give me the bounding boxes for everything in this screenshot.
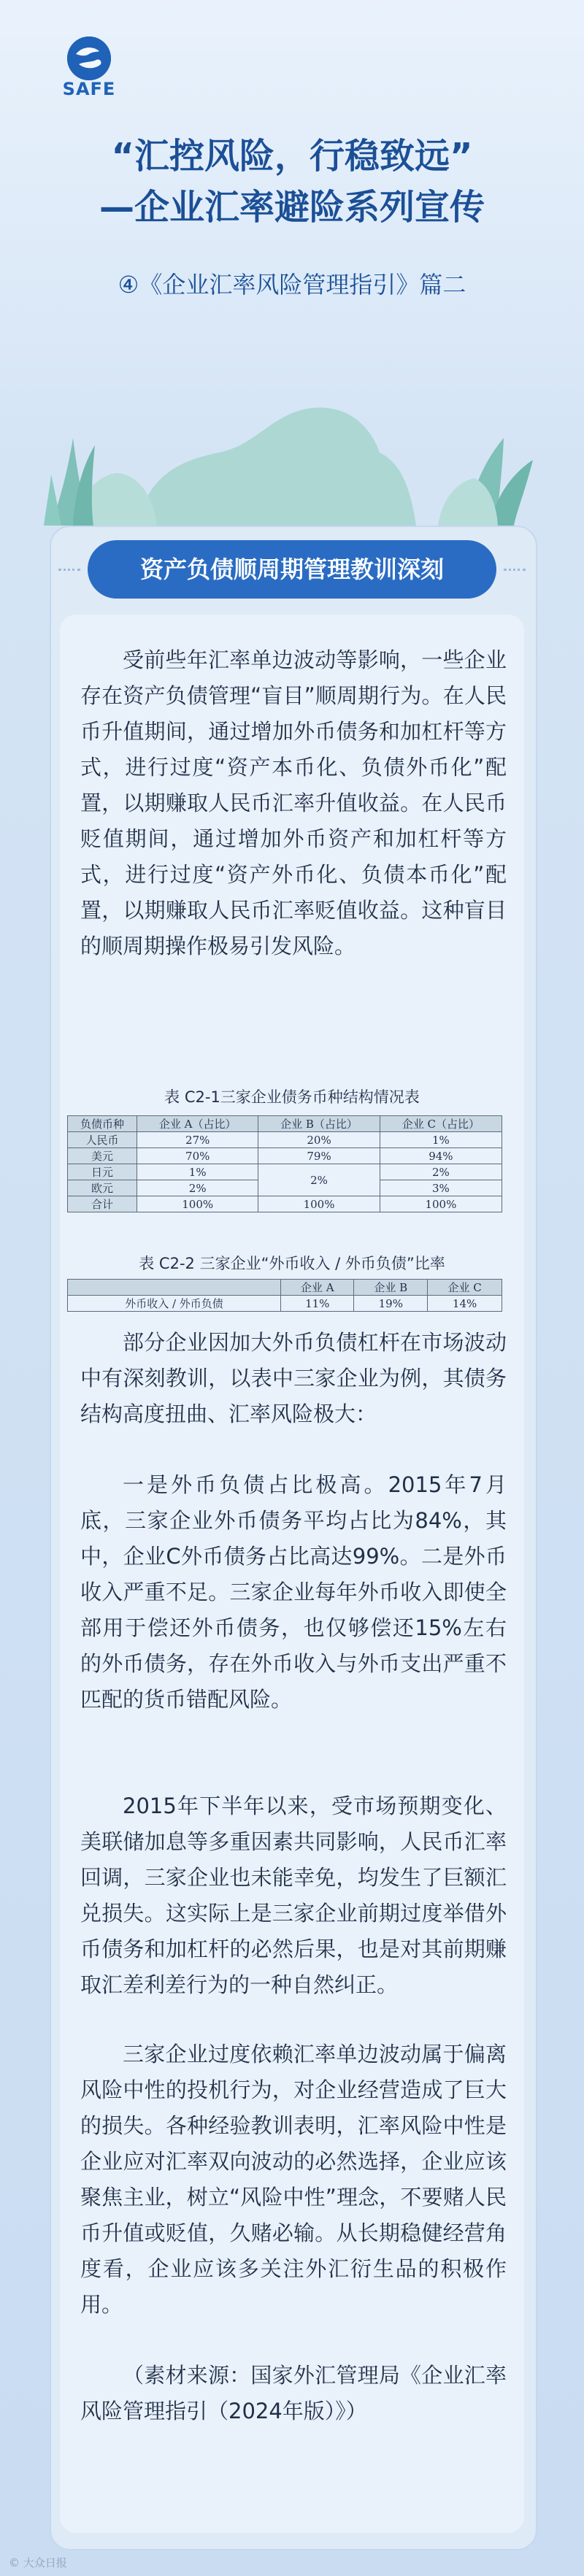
table-cell: 100% (258, 1196, 380, 1212)
table-cell: 79% (258, 1148, 380, 1164)
income-debt-ratio-table (67, 1279, 502, 1312)
table-cell: 19% (354, 1296, 428, 1312)
table-header-cell: 负债币种 (68, 1116, 137, 1132)
paragraph-exchange-loss: 2015年下半年以来，受市场预期变化、美联储加息等多重因素共同影响，人民币汇率回调，三家企业也未能幸免，均发生了巨额汇兑损失。这实际上是三家企业前期过度举借外币债务和加杠杆的必然后果，也是对其前期赚取汇差利差行为的一种自然纠正。 (80, 1793, 507, 1997)
source-note: （素材来源：国家外汇管理局《企业汇率风险管理指引（2024年版）》） (80, 2363, 507, 2423)
table-header-cell (68, 1280, 281, 1296)
table-row (68, 1164, 502, 1180)
globe-icon (67, 36, 111, 80)
table-cell: 20% (258, 1132, 380, 1148)
dotted-divider (58, 569, 80, 575)
table-header-cell: 企业 B (354, 1280, 428, 1296)
plant-decoration-icon (29, 350, 555, 526)
table-cell: 日元 (68, 1164, 137, 1180)
table-cell: 2% (380, 1164, 502, 1180)
table-header-cell: 企业 C（占比） (380, 1116, 502, 1132)
paragraph-debt-structure: 一是外币负债占比极高。2015年7月底，三家企业外币债务平均占比为84%，其中，企业C外币债务占比高达99%。二是外币收入严重不足。三家企业每年外币收入即使全部用于偿还外币债务，也仅够偿还15%左右的外币债务，存在外币收入与外币支出严重不匹配的货币错配风险。 (80, 1472, 507, 1712)
table-cell: 14% (428, 1296, 502, 1312)
safe-logo (58, 36, 120, 98)
table-cell: 外币收入 / 外币负债 (68, 1296, 281, 1312)
campaign-title-line2: —企业汇率避险系列宣传 (99, 187, 485, 228)
table-cell: 1% (137, 1164, 258, 1180)
table2-caption: 表 C2-2 三家企业“外币收入 / 外币负债”比率 (139, 1255, 445, 1272)
paragraph-intro: 受前些年汇率单边波动等影响，一些企业存在资产负债管理“盲目”顺周期行为。在人民币升值期间，通过增加外币债务和加杠杆等方式，进行过度“资产本币化、负债外币化”配置，以期赚取人民币汇率升值收益。在人民币贬值期间，通过增加外币资产和加杠杆等方式，进行过度“资产外币化、负债本币化”配置，以期赚取人民币汇率贬值收益。这种盲目的顺周期操作极易引发风险。 (80, 647, 507, 958)
table-cell: 人民币 (68, 1132, 137, 1148)
logo-text: SAFE (62, 79, 116, 99)
table-cell: 1% (380, 1132, 502, 1148)
campaign-title-line1: “汇控风险，行稳致远” (111, 136, 473, 177)
table-cell: 100% (137, 1196, 258, 1212)
table-header-cell: 企业 A（占比） (137, 1116, 258, 1132)
table-cell: 2% (137, 1180, 258, 1196)
table-cell: 3% (380, 1180, 502, 1196)
table-cell: 27% (137, 1132, 258, 1148)
table-cell: 70% (137, 1148, 258, 1164)
paragraph-risk-neutral: 三家企业过度依赖汇率单边波动属于偏离风险中性的投机行为，对企业经营造成了巨大的损失。各种经验教训表明，汇率风险中性是企业应对汇率双向波动的必然选择，企业应该聚焦主业，树立“风险中性”理念，不要赌人民币升值或贬值，久赌必输。从长期稳健经营角度看，企业应该多关注外汇衍生品的积极作用。 (80, 2042, 507, 2317)
table-cell: 美元 (68, 1148, 137, 1164)
paragraph-case-intro: 部分企业因加大外币负债杠杆在市场波动中有深刻教训，以表中三家企业为例，其债务结构高度扭曲、汇率风险极大： (80, 1330, 507, 1426)
table-cell: 2% (258, 1164, 380, 1196)
table1-caption: 表 C2-1三家企业债务币种结构情况表 (164, 1088, 420, 1106)
debt-currency-table (67, 1115, 502, 1212)
table-header-row (68, 1280, 502, 1296)
table-cell: 欧元 (68, 1180, 137, 1196)
table-header-cell: 企业 B（占比） (258, 1116, 380, 1132)
table-cell: 94% (380, 1148, 502, 1164)
table-row (68, 1196, 502, 1212)
table-header-cell: 企业 A (281, 1280, 354, 1296)
table-row (68, 1148, 502, 1164)
table-row (68, 1132, 502, 1148)
table-header-cell: 企业 C (428, 1280, 502, 1296)
section-title-pill: 资产负债顺周期管理教训深刻 (88, 540, 496, 599)
episode-subtitle: ④《企业汇率风险管理指引》篇二 (118, 271, 466, 299)
table-cell: 100% (380, 1196, 502, 1212)
table-row (68, 1296, 502, 1312)
table-header-row (68, 1116, 502, 1132)
dotted-divider (504, 569, 526, 575)
watermark: © 大众日报 (9, 2556, 67, 2569)
table-cell: 合计 (68, 1196, 137, 1212)
table-cell: 11% (281, 1296, 354, 1312)
